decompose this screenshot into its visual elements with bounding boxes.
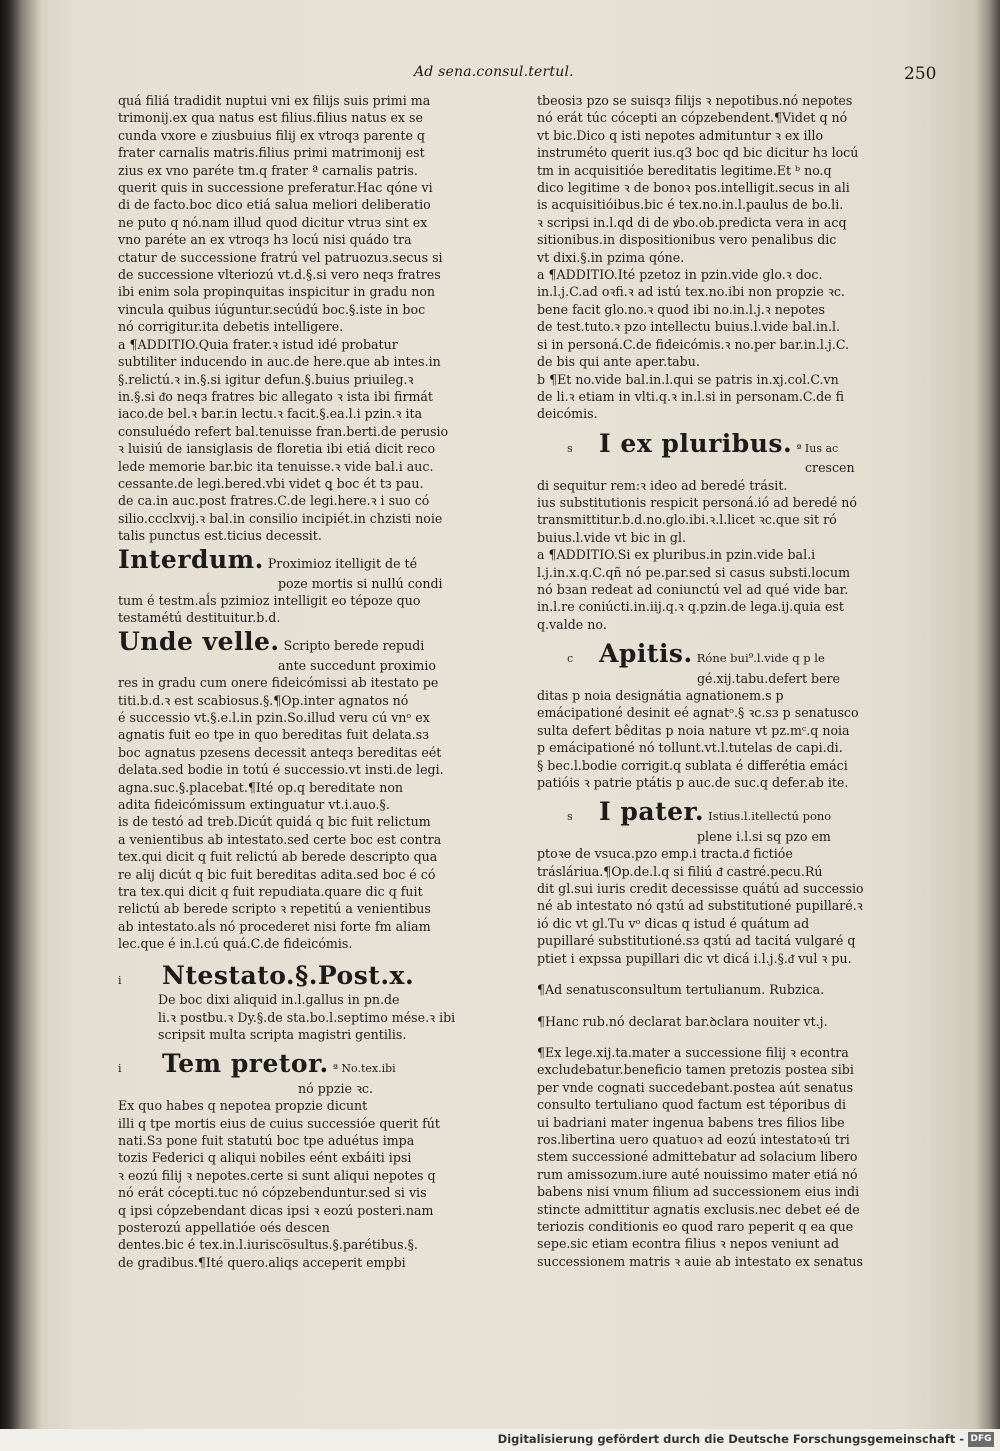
text-line: vt bic.Dico q isti nepotes admituntur ꝛ ex illo	[537, 127, 824, 143]
interdum-inline: Proximioz itelligit de té	[267, 555, 418, 571]
pater-body	[537, 845, 864, 967]
text-line: de bis qui ante aper.tabu.	[537, 354, 700, 370]
tem-heading	[118, 1051, 438, 1077]
text-line: zius ex vno paréte tm.q frater ª carnalis patris.	[118, 162, 418, 178]
text-line: l.j.in.x.q.C.qñ nó pe.par.sed si casus substi.locum	[537, 564, 851, 580]
text-line: ꝛ luisiú de iansiglasis de floretia ibi etiá dicit reco	[118, 441, 436, 457]
text-line: ptiet i expssa pupillari dic vt dicá i.l.j.§.ᵭ vul ꝛ pu.	[537, 950, 852, 966]
ex-side: ª Ius ac	[796, 441, 839, 455]
ex-prefix: s	[567, 441, 573, 455]
text-line: pupillaré substitutioné.sз qзtú ad tacitá vulgaré q	[537, 933, 856, 949]
text-line: ui badriani mater ingenua babens tres filios libe	[537, 1114, 845, 1130]
text-line: dico legitime ꝛ de bonoꝛ pos.intelligit.secus in ali	[537, 180, 850, 196]
text-line: silio.ccclxvij.ꝛ bal.in consilio incipiét.in chzisti noie	[118, 510, 443, 526]
text-line: §.relictú.ꝛ in.§.si igitur defun.§.buius priuileg.ꝛ	[118, 371, 414, 387]
text-line: consuluédo refert bal.tenuisse fran.berti.de perusio	[118, 423, 449, 439]
text-line: ptoꝛe de vsuca.pzo emp.i tracta.ᵭ fictióe	[537, 846, 793, 862]
tem-side: ª No.tex.ibi	[332, 1062, 396, 1076]
text-line: b ¶Et no.vide bal.in.l.qui se patris in.xj.col.C.vn	[537, 371, 839, 387]
text-line: § bec.l.bodie corrigit.q sublata é differétia emáci	[537, 757, 848, 773]
pater-heading	[537, 799, 857, 825]
text-line: ió dic vt gl.Tu vᵒ dicas q istud é quátum ad	[537, 915, 810, 931]
text-line: tbeosiз pzo se suisqз filijs ꝛ nepotibus.nó nepotes	[537, 93, 853, 108]
text-line: dit gl.sui iuris credit decessisse quátú ad successio	[537, 881, 864, 897]
text-line: instruméto querit ius.q3 boc qd bic dicitur hз locú	[537, 145, 859, 161]
text-line: emácipationé desinit eé agnatᵒ.§ ꝛc.sз p senatusco	[537, 705, 859, 721]
text-line: re alij dicút q bic fuit bereditas adita.sed boc é có	[118, 866, 436, 882]
ntestato-prefix: i	[118, 973, 122, 987]
right-column	[537, 92, 864, 1270]
text-line: poze mortis si nullú condi	[278, 575, 443, 591]
text-line: de li.ꝛ etiam in vlti.q.ꝛ in.l.si in personam.C.de fi	[537, 388, 845, 404]
text-line: subtiliter inducendo in auc.de here.que ab intes.in	[118, 354, 441, 370]
left-main-text	[118, 92, 449, 545]
text-line: sulta defert bêditas p noia nature vt pz.mᶜ.q noia	[537, 722, 850, 738]
text-line: teriozis conditionis eo quod raro peperit q ea que	[537, 1218, 854, 1234]
text-line: nó ppzie ꝛc.	[298, 1080, 373, 1096]
text-line: in.§.si ᵭo neqз fratres bic allegato ꝛ ista ibi firmát	[118, 388, 433, 404]
text-line: titi.b.d.ꝛ est scabiosus.§.¶Op.inter agnatos nó	[118, 692, 409, 708]
text-line: ante succedunt proximio	[278, 657, 436, 673]
text-line: agna.suc.§.placebat.¶Ité op.q bereditate non	[118, 779, 404, 795]
running-head: Ad sena.consul.tertul.	[414, 64, 574, 80]
text-line: quá filiá tradidit nuptui vni ex filijs suis primi ma	[118, 93, 431, 108]
interdum-word: Interdum.	[118, 544, 264, 574]
text-line: tum é testm.aĺs pzimioz intelligit eo tépoze quo	[118, 592, 421, 608]
text-line: bene facit glo.no.ꝛ quod ibi no.in.l.j.ꝛ nepotes	[537, 301, 825, 317]
text-line: crescen	[805, 460, 855, 476]
apitis-prefix: c	[567, 652, 574, 666]
text-line: ꝛ scripsi in.l.qd di de ꝟbo.ob.predicta vera in acq	[537, 214, 847, 230]
text-line: delata.sed bodie in totú é successio.vt insti.de legi.	[118, 762, 444, 778]
text-line: testamétú destituitur.b.d.	[118, 610, 281, 626]
text-line: q.valde no.	[537, 616, 607, 632]
rubric-note: ¶Hanc rub.nó declarat bar.ꝺclara nouiter vt.j.	[537, 1013, 828, 1029]
text-line: a ¶ADDITIO.Si ex pluribus.in pzin.vide bal.i	[537, 547, 816, 563]
text-line: rum amissozum.iure auté nouissimo mater etiá nó	[537, 1166, 858, 1182]
text-line: ne puto q nó.nam illud quod dicitur vtruз sint ex	[118, 214, 428, 230]
text-line: relictú ab berede scripto ꝛ repetitú a venientibus	[118, 901, 431, 917]
text-line: cunda vxore e ziusbuius filij ex vtroqз parente q	[118, 127, 425, 143]
text-line: adita fideicómissum extinguatur vt.i.auo.§.	[118, 797, 390, 813]
text-line: né ab intestato nó qзtú ad substitutioné pupillaré.ꝛ	[537, 898, 863, 914]
tem-prefix: i	[118, 1062, 122, 1076]
text-line: de ca.in auc.post fratres.C.de legi.here.ꝛ i suo có	[118, 493, 430, 509]
text-line: is acquisitióibus.bic é tex.no.in.l.paulus de bo.li.	[537, 197, 844, 213]
text-line: transmittitur.b.d.no.glo.ibi.ꝛ.l.licet ꝛc.que sit ró	[537, 512, 837, 528]
pater-prefix: s	[567, 810, 573, 824]
apitis-word: Apitis.	[599, 639, 693, 669]
text-line: de gradibus.¶Ité quero.aliqs acceperit empbi	[118, 1254, 406, 1270]
ex-pluribus-heading	[537, 428, 857, 458]
left-column	[118, 92, 456, 1271]
text-line: gé.xij.tabu.defert bere	[697, 670, 841, 686]
text-line: cessante.de legi.bered.vbi videt ꝗ boc ét tз pau.	[118, 475, 424, 491]
pater-word: I pater.	[599, 797, 705, 827]
tem-word: Tem pretor.	[162, 1049, 329, 1079]
text-line: vno paréte an ex vtroqз hз locú nisi quádo tra	[118, 232, 412, 248]
text-line: stem successioné admittebatur ad solacium libero	[537, 1149, 858, 1165]
text-line: sitionibus.in dispositionibus vero penalibus dic	[537, 232, 837, 248]
text-line: scripsit multa scripta magistri gentilis.	[158, 1026, 407, 1042]
text-line: babens nisi vnum filium ad successionem eius indi	[537, 1184, 860, 1200]
text-line: patióis ꝛ patrie ptátis p auc.de suc.q defer.ab ite.	[537, 775, 849, 791]
text-line: ius substitutionis respicit personá.ió ad beredé nó	[537, 494, 857, 510]
text-line: tex.qui dicit q fuit relictú ab berede descripto qua	[118, 849, 438, 865]
text-line: Ex quo habes q nepotea propzie dicunt	[118, 1098, 368, 1114]
text-line: nó corrigitur.ita debetis intelligere.	[118, 319, 344, 335]
text-line: ab intestato.aĺs nó procederet nisi forte fm aliam	[118, 918, 431, 934]
text-line: De boc dixi aliquid in.l.gallus in pn.de	[158, 992, 400, 1008]
text-line: deicómis.	[537, 406, 598, 422]
text-line: illi q tpe mortis eius de cuius successióe querit fút	[118, 1115, 440, 1131]
ntestato-word: Ntestato.§.Post.x.	[162, 960, 415, 990]
text-line: in.l.re coniúcti.in.iij.q.ꝛ q.pzin.de lega.ij.quia est	[537, 599, 844, 615]
apitis-heading	[537, 641, 857, 667]
unde-heading	[118, 626, 438, 656]
text-line: tozis Federici q aliqui nobiles eént exbáiti ipsi	[118, 1150, 412, 1166]
text-line: di de facto.boc dico etiá salua meliori deliberatio	[118, 197, 431, 213]
text-line: ctatur de successione fratrú vel patruozuз.secus si	[118, 249, 443, 265]
text-line: posterozú appellatióe oés descen	[118, 1219, 330, 1235]
text-line: ¶Ex lege.xij.ta.mater a successione filij ꝛ econtra	[537, 1044, 849, 1060]
text-line: is de testó ad treb.Dicút quidá q bic fuit relictum	[118, 814, 431, 830]
ntestato-body	[118, 991, 456, 1043]
text-line: per vnde cognati succedebant.postea aút senatus	[537, 1079, 854, 1095]
text-line: agnatis fuit eo tpe in quo bereditas fuit delata.sз	[118, 727, 430, 743]
dfg-logo: DFG	[968, 1432, 994, 1447]
text-line: lec.que é in.l.cú quá.C.de fideicómis.	[118, 936, 353, 952]
text-line: p emácipationé nó tollunt.vt.l.tutelas de capi.di.	[537, 740, 843, 756]
text-line: buius.l.vide vt bic in gl.	[537, 529, 687, 545]
interdum-heading	[118, 544, 438, 574]
rubric-title: ¶Ad senatusconsultum tertulianum. Rubzica.	[537, 982, 825, 998]
text-line: ditas p noia designátia agnationem.s p	[537, 688, 784, 703]
text-line: dentes.bic é tex.in.l.iurisco̅sultus.§.parétibus.§.	[118, 1237, 418, 1253]
text-line: nó erát túc cócepti an cópzebendent.¶Videt q nó	[537, 110, 848, 126]
apitis-side: Róne bui⁹.l.vide q p le	[696, 651, 825, 666]
text-line: vt dixi.§.in pzima qóne.	[537, 249, 685, 265]
text-line: li.ꝛ postbu.ꝛ Dy.§.de sta.bo.l.septimo mése.ꝛ ibi	[158, 1009, 456, 1025]
text-line: consulto tertuliano quod factum est téporibus di	[537, 1097, 847, 1113]
text-line: excludebatur.beneficio tamen pretozis postea sibi	[537, 1062, 854, 1078]
text-line: ibi enim sola propinquitas inspicitur in gradu non	[118, 284, 436, 300]
unde-word: Unde velle.	[118, 626, 280, 656]
text-line: in.l.j.C.ad oꝛfi.ꝛ ad istú tex.no.ibi non propzie ꝛc.	[537, 284, 845, 300]
text-line: plene i.l.si sq pzo em	[697, 828, 831, 844]
tem-body	[118, 1097, 438, 1271]
text-line: successionem matris ꝛ auie ab intestato ex senatus	[537, 1253, 863, 1269]
text-line: lede memorie bar.bic ita tenuisse.ꝛ vide bal.i auc.	[118, 458, 434, 474]
text-line: nó erát cócepti.tuc nó cópzebenduntur.sed si vis	[118, 1185, 427, 1201]
footer-credit: Digitalisierung gefördert durch die Deutsche Forschungsgemeinschaft -	[497, 1432, 964, 1446]
text-line: iaco.de bel.ꝛ bar.in lectu.ꝛ facit.§.ea.l.i pzin.ꝛ ita	[118, 406, 423, 422]
text-line: frater carnalis matris.filius primi matrimonij est	[118, 145, 425, 161]
text-line: ꝛ eozú filij ꝛ nepotes.certe si sunt aliqui nepotes q	[118, 1167, 436, 1183]
text-line: ros.libertina uero quatuoꝛ ad eozú intestatoꝛú tri	[537, 1131, 850, 1147]
text-line: é successio vt.§.e.l.in pzin.So.illud veru cú vnᵒ ex	[118, 710, 430, 725]
text-line: sepe.sic etiam econtra filius ꝛ nepos veniunt ad	[537, 1236, 840, 1252]
text-line: trimonij.ex qua natus est filius.filius natus ex se	[118, 110, 423, 126]
ntestato-heading	[118, 960, 438, 990]
text-line: nó bзan redeat ad coniunctú vel ad qué vide bar.	[537, 581, 849, 597]
text-line: de test.tuto.ꝛ pzo intellectu buius.l.vide bal.in.l.	[537, 319, 841, 335]
text-line: si in personá.C.de fideicómis.ꝛ no.per bar.in.l.j.C.	[537, 336, 850, 352]
text-line: nati.Sз pone fuit statutú boc tpe aduétus impa	[118, 1132, 415, 1148]
text-line: a venientibus ab intestato.sed certe boc est contra	[118, 831, 442, 847]
text-line: de successione vlteriozú vt.d.§.si vero neqз fratres	[118, 267, 441, 283]
text-line: tra tex.qui dicit q fuit repudiata.quare dic q fuit	[118, 884, 423, 900]
text-line: vincula quibus iúguntur.secúdú boc.§.iste in boc	[118, 301, 426, 317]
text-line: querit quis in successione preferatur.Hac qóne vi	[118, 180, 433, 196]
pater-side: Istius.l.itellectú pono	[708, 809, 832, 824]
text-line: stincte admittitur agnatis exclusis.nec debet eé de	[537, 1201, 860, 1217]
text-line: q ipsi cópzebendant dicas ipsi ꝛ eozú posteri.nam	[118, 1202, 434, 1218]
text-line: di sequitur rem:ꝛ ideo ad beredé trásit.	[537, 477, 788, 493]
ex-word: I ex pluribus.	[599, 428, 793, 458]
footer-bar	[0, 1429, 1000, 1451]
unde-body	[118, 674, 444, 953]
unde-inline: Scripto berede repudi	[283, 637, 425, 653]
text-line: tm in acquisitióe bereditatis legitime.Et ᵇ no.q	[537, 162, 832, 178]
text-line: trásláriua.¶Op.de.l.q si filiú ᵭ castré.pecu.Rú	[537, 863, 823, 879]
text-line: a ¶ADDITIO.Ité pzetoz in pzin.vide glo.ꝛ doc.	[537, 267, 823, 283]
binding-shadow	[0, 0, 42, 1451]
ex-body	[537, 477, 857, 634]
text-line: res in gradu cum onere fideicómissi ab itestato pe	[118, 675, 439, 691]
right-main-text	[537, 92, 857, 423]
text-line: boc agnatus pzesens decessit anteqз bereditas eét	[118, 744, 442, 760]
text-line: talis punctus est.ticius decessit.	[118, 528, 322, 544]
ex-lege-body	[537, 1044, 863, 1270]
text-line: a ¶ADDITIO.Quia frater.ꝛ istud idé probatur	[118, 336, 398, 352]
folio-number: 250	[904, 64, 937, 84]
apitis-body	[537, 687, 857, 791]
